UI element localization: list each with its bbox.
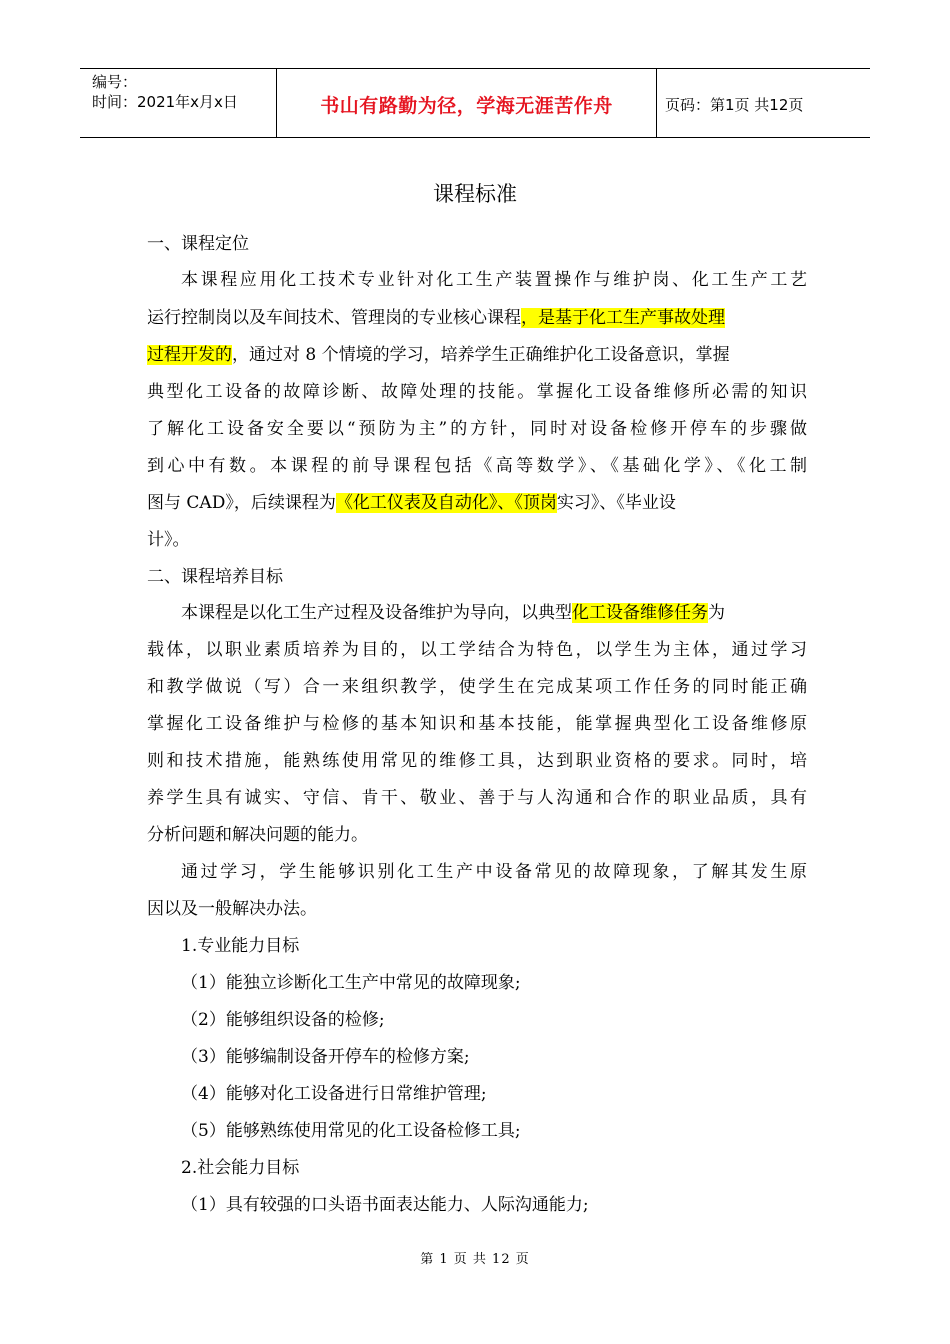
highlighted-text: 化工设备维修任务 (572, 603, 708, 623)
paragraph-line: 分析问题和解决问题的能力。 (147, 825, 368, 845)
paragraph-line: 了解化工设备安全要以“预防为主”的方针，同时对设备检修开停车的步骤做 (147, 419, 807, 439)
paragraph-line: 本课程应用化工技术专业针对化工生产装置操作与维护岗、化工生产工艺 (181, 270, 807, 290)
paragraph-line (147, 345, 730, 365)
paragraph-line: 到心中有数。本课程的前导课程包括《高等数学》、《基础化学》、《化工制 (147, 456, 807, 476)
time-text: 时间：2021年x月x日 (92, 93, 238, 111)
paragraph-line (147, 308, 725, 328)
paragraph-line (147, 493, 676, 513)
paragraph-line: 典型化工设备的故障诊断、故障处理的技能。掌握化工设备维修所必需的知识 (147, 382, 807, 402)
page-header (80, 68, 870, 138)
section-heading: 二、课程培养目标 (147, 567, 283, 587)
header-cell-info (80, 69, 277, 137)
list-item: （4）能够对化工设备进行日常维护管理; (181, 1084, 487, 1104)
header-cell-motto (277, 69, 657, 137)
page-info: 页码：第1页 共12页 (665, 96, 804, 114)
text-run: 实习》、《毕业设 (556, 493, 676, 513)
subsection-heading: 2.社会能力目标 (181, 1158, 300, 1178)
text-run: 图与 CAD》，后续课程为 (147, 493, 336, 513)
paragraph-line: 通过学习，学生能够识别化工生产中设备常见的故障现象，了解其发生原 (181, 862, 807, 882)
motto-text: 书山有路勤为径，学海无涯苦作舟 (320, 95, 613, 117)
highlighted-text: 《化工仪表及自动化》、《顶岗 (335, 493, 557, 513)
text-run: 本课程是以化工生产过程及设备维护为导向，以典型 (181, 603, 572, 623)
list-item: （5）能够熟练使用常见的化工设备检修工具; (181, 1121, 521, 1141)
subsection-heading: 1.专业能力目标 (181, 936, 300, 956)
section-heading: 一、课程定位 (147, 234, 249, 254)
paragraph-line (181, 603, 725, 623)
highlighted-text: ，是基于化工生产事故处理 (521, 308, 725, 328)
list-item: （2）能够组织设备的检修; (181, 1010, 385, 1030)
paragraph-line: 载体，以职业素质培养为目的，以工学结合为特色，以学生为主体，通过学习 (147, 640, 807, 660)
text-run: 为 (708, 603, 725, 623)
header-cell-page (657, 69, 870, 137)
list-item: （3）能够编制设备开停车的检修方案; (181, 1047, 470, 1067)
document-title: 课程标准 (433, 182, 517, 206)
paragraph-line: 因以及一般解决办法。 (147, 899, 317, 919)
paragraph-line: 和教学做说（写）合一来组织教学，使学生在完成某项工作任务的同时能正确 (147, 677, 807, 697)
text-run: ，通过对 8 个情境的学习，培养学生正确维护化工设备意识，掌握 (232, 345, 730, 365)
list-item: （1）能独立诊断化工生产中常见的故障现象; (181, 973, 521, 993)
paragraph-line: 掌握化工设备维护与检修的基本知识和基本技能，能掌握典型化工设备维修原 (147, 714, 807, 734)
page-footer: 第 1 页 共 12 页 (420, 1252, 530, 1267)
text-run: 运行控制岗以及车间技术、管理岗的专业核心课程 (147, 308, 521, 328)
paragraph-line: 计》。 (147, 530, 190, 550)
paragraph-line: 养学生具有诚实、守信、肯干、敬业、善于与人沟通和合作的职业品质，具有 (147, 788, 807, 808)
number-label: 编号： (92, 73, 138, 91)
list-item: （1）具有较强的口头语书面表达能力、人际沟通能力; (181, 1195, 589, 1215)
paragraph-line: 则和技术措施，能熟练使用常见的维修工具，达到职业资格的要求。同时，培 (147, 751, 807, 771)
highlighted-text: 过程开发的 (147, 345, 232, 365)
